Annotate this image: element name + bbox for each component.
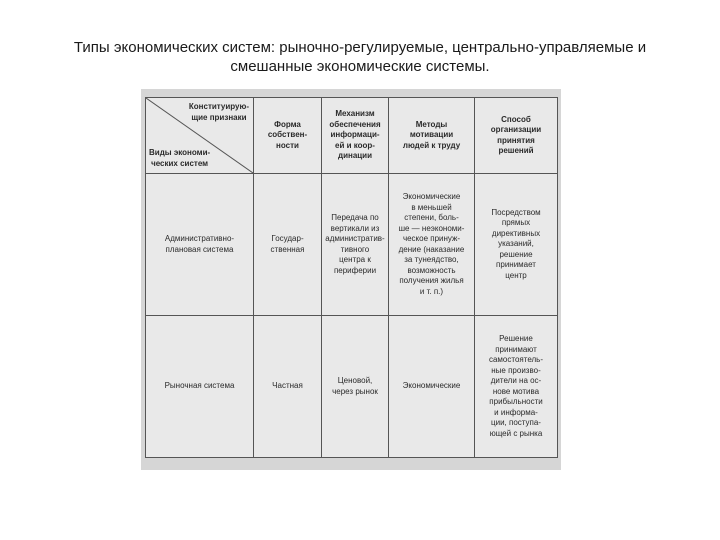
cell-line: ющей с рынка — [489, 428, 543, 438]
cell-line: ственная — [270, 244, 305, 254]
header-line: Способ — [501, 114, 531, 124]
slide-title-line-2: смешанные экономические системы. — [230, 58, 490, 75]
header-line: ности — [276, 140, 299, 150]
header-line: динации — [337, 151, 373, 161]
cell-line: Государ- — [271, 234, 304, 243]
cell-line: возможность — [407, 265, 456, 275]
corner-bottom-line: ческих систем — [151, 158, 209, 168]
header-ownership — [254, 98, 322, 174]
cell-line: степени, боль- — [404, 213, 459, 222]
cell-motivation — [389, 174, 475, 316]
slide-title-line-1: Типы экономических систем: рыночно-регулируемые, центрально-управляемые и — [73, 39, 647, 56]
cell-line: дение (наказание — [398, 244, 465, 254]
row-label-line: Рыночная система — [164, 381, 235, 391]
corner-header-cell — [146, 98, 254, 174]
cell-line: прибыльности — [489, 397, 543, 406]
cell-line: получения жилья — [399, 276, 464, 285]
cell-motivation — [389, 316, 475, 458]
cell-ownership — [254, 316, 322, 458]
cell-line: через рынок — [332, 386, 378, 396]
cell-line: нове мотива — [492, 386, 540, 396]
header-line: Форма — [274, 119, 301, 129]
cell-line: ше — неэкономи- — [398, 223, 465, 233]
cell-line: Экономические — [402, 192, 461, 201]
cell-line: Частная — [272, 381, 303, 391]
cell-line: решение — [499, 249, 533, 259]
header-line: людей к труду — [402, 140, 461, 150]
cell-line: центр — [505, 270, 527, 280]
corner-top-line: щие признаки — [191, 112, 247, 122]
cell-decision — [475, 174, 558, 316]
table-row — [146, 174, 558, 316]
row-label-market — [146, 316, 254, 458]
cell-line: в меньшей — [411, 202, 452, 212]
header-row — [146, 98, 558, 174]
cell-line: указаний, — [498, 239, 534, 249]
cell-line: центра к — [339, 255, 371, 264]
cell-coordination — [322, 316, 389, 458]
cell-line: за тунеядство, — [404, 255, 459, 264]
header-line: мотивации — [409, 130, 454, 140]
cell-line: прямых — [501, 218, 531, 228]
row-label-line: плановая система — [165, 244, 234, 254]
cell-line: ные произво- — [491, 365, 541, 375]
corner-bottom-label — [149, 148, 210, 169]
cell-ownership — [254, 174, 322, 316]
header-line: принятия — [497, 135, 535, 145]
cell-line: ческое принуж- — [402, 234, 461, 243]
table-row — [146, 316, 558, 458]
cell-decision — [475, 316, 558, 458]
cell-line: директивных — [491, 228, 541, 238]
header-coordination — [322, 98, 389, 174]
cell-line: принимает — [496, 260, 536, 270]
economic-systems-table — [145, 97, 558, 458]
cell-line: дители на ос- — [490, 376, 542, 385]
cell-line: административ- — [325, 234, 385, 243]
header-line: Механизм — [335, 109, 375, 119]
cell-line: принимают — [495, 344, 537, 354]
header-motivation — [389, 98, 475, 174]
header-line: решений — [498, 146, 534, 155]
row-label-planned — [146, 174, 254, 316]
header-line: информаци- — [330, 130, 380, 140]
cell-line: Ценовой, — [337, 376, 373, 385]
header-decision — [475, 98, 558, 174]
cell-line: и т. п.) — [419, 286, 444, 296]
header-line: организации — [490, 125, 542, 134]
cell-line: Экономические — [402, 381, 461, 391]
header-line: обеспечения — [329, 119, 381, 129]
cell-line: ции, поступа- — [491, 418, 541, 427]
cell-line: тивного — [340, 244, 370, 254]
header-line: ей и коор- — [335, 140, 375, 150]
cell-coordination — [322, 174, 389, 316]
cell-line: Посредством — [491, 207, 541, 217]
cell-line: Решение — [499, 334, 533, 343]
cell-line: Передача по — [331, 213, 379, 222]
corner-top-line: Конституирую- — [188, 102, 249, 111]
corner-bottom-line: Виды экономи- — [149, 148, 211, 157]
cell-line: периферии — [333, 265, 377, 275]
header-line: Методы — [415, 119, 448, 129]
cell-line: самостоятель- — [488, 355, 543, 364]
header-line: собствен- — [267, 130, 308, 140]
row-label-line: Административно- — [164, 234, 235, 243]
corner-top-label — [189, 102, 249, 123]
cell-line: вертикали из — [330, 223, 380, 233]
slide-title — [0, 38, 720, 76]
cell-line: и информа- — [494, 407, 538, 417]
